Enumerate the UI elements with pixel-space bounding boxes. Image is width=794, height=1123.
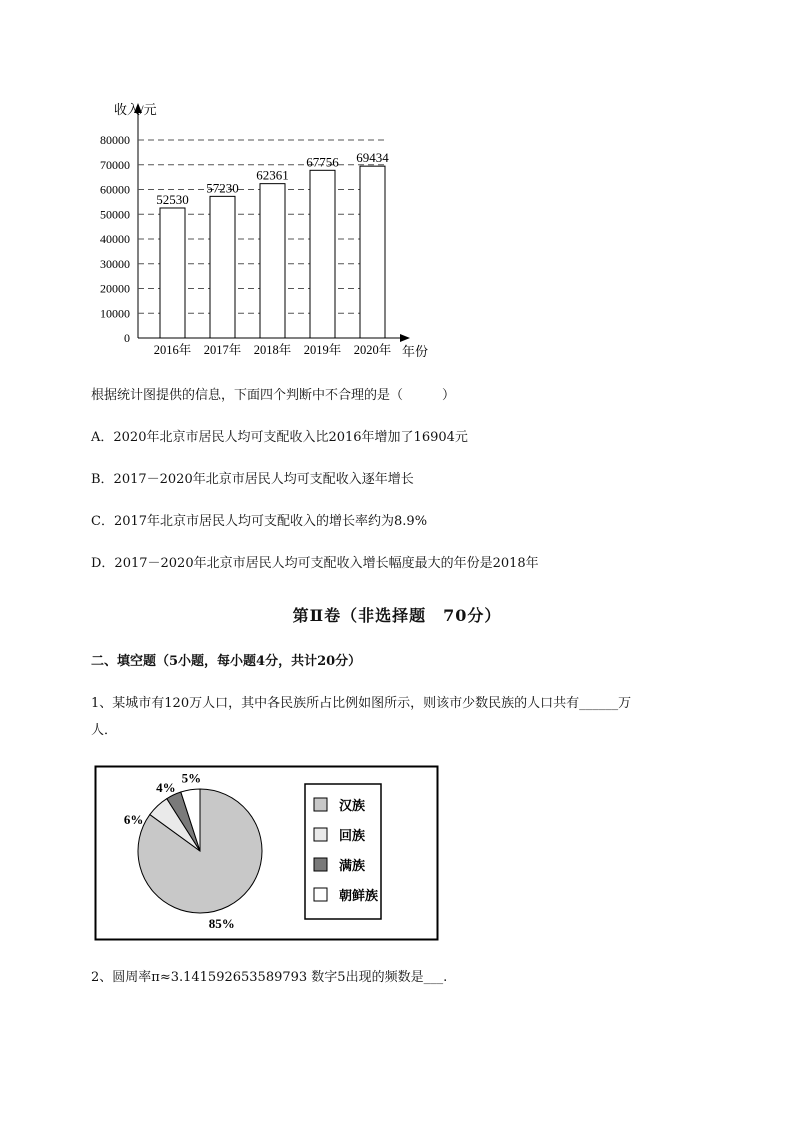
- pie-percent-label: 6%: [123, 812, 144, 827]
- option-b: B．2017－2020年北京市居民人均可支配收入逐年增长: [91, 472, 414, 487]
- y-tick-label: 20000: [100, 281, 130, 296]
- bar: [160, 208, 185, 338]
- bar-value-label: 57230: [206, 180, 239, 196]
- legend-label: 回族: [339, 828, 366, 843]
- y-tick-label: 50000: [100, 207, 130, 222]
- part-title: 二、填空题（5小题，每小题4分，共计20分）: [91, 654, 362, 669]
- y-tick-label: 40000: [100, 232, 130, 246]
- bar: [260, 184, 285, 338]
- pie-percent-label: 85%: [208, 916, 235, 932]
- legend-swatch: [314, 798, 327, 811]
- legend-label: 满族: [339, 858, 366, 873]
- y-axis-label: 收入/元: [114, 102, 157, 117]
- bar-value-label: 62361: [256, 167, 289, 183]
- option-a: A．2020年北京市居民人均可支配收入比2016年增加了16904元: [91, 430, 468, 445]
- y-tick-label: 30000: [100, 256, 130, 271]
- ethnic-pie-chart: [94, 765, 440, 942]
- y-tick-label: 60000: [100, 182, 130, 197]
- legend-label: 朝鲜族: [339, 888, 379, 903]
- option-c: C．2017年北京市居民人均可支配收入的增长率约为8.9%: [91, 514, 428, 529]
- bar-value-label: 67756: [306, 154, 339, 170]
- q1-line1: 1、某城市有120万人口，其中各民族所占比例如图所示，则该市少数民族的人口共有______万: [91, 696, 632, 711]
- pie-percent-label: 5%: [181, 770, 202, 786]
- bar: [310, 170, 335, 338]
- y-tick-label: 70000: [100, 157, 130, 172]
- x-axis-arrow: [400, 334, 410, 342]
- y-tick-label: 0: [124, 331, 130, 345]
- x-tick-label: 2019年: [303, 343, 342, 357]
- legend-swatch: [314, 858, 327, 871]
- q2-text: 2、圆周率π≈3.141592653589793 数字5出现的频数是___.: [91, 970, 448, 985]
- legend-swatch: [314, 888, 327, 901]
- income-bar-chart: [90, 95, 440, 370]
- x-tick-label: 2017年: [203, 343, 242, 357]
- bar-value-label: 52530: [156, 191, 189, 207]
- question-stem: 根据统计图提供的信息，下面四个判断中不合理的是（ ）: [91, 388, 456, 403]
- pie-percent-label: 4%: [156, 779, 176, 795]
- x-tick-label: 2020年: [353, 343, 392, 357]
- bar: [210, 196, 235, 338]
- q1-line2: 人．: [91, 723, 118, 738]
- bar-value-label: 69434: [356, 150, 389, 166]
- y-tick-label: 80000: [100, 133, 130, 147]
- section-title: 第Ⅱ卷（非选择题 70分）: [292, 606, 502, 625]
- legend-swatch: [314, 828, 327, 841]
- x-tick-label: 2016年: [153, 343, 192, 357]
- legend-label: 汉族: [339, 798, 366, 813]
- option-d: D．2017－2020年北京市居民人均可支配收入增长幅度最大的年份是2018年: [91, 556, 539, 571]
- bar: [360, 166, 385, 338]
- y-tick-label: 10000: [100, 306, 130, 321]
- x-axis-label: 年份: [402, 344, 429, 359]
- x-tick-label: 2018年: [253, 343, 292, 357]
